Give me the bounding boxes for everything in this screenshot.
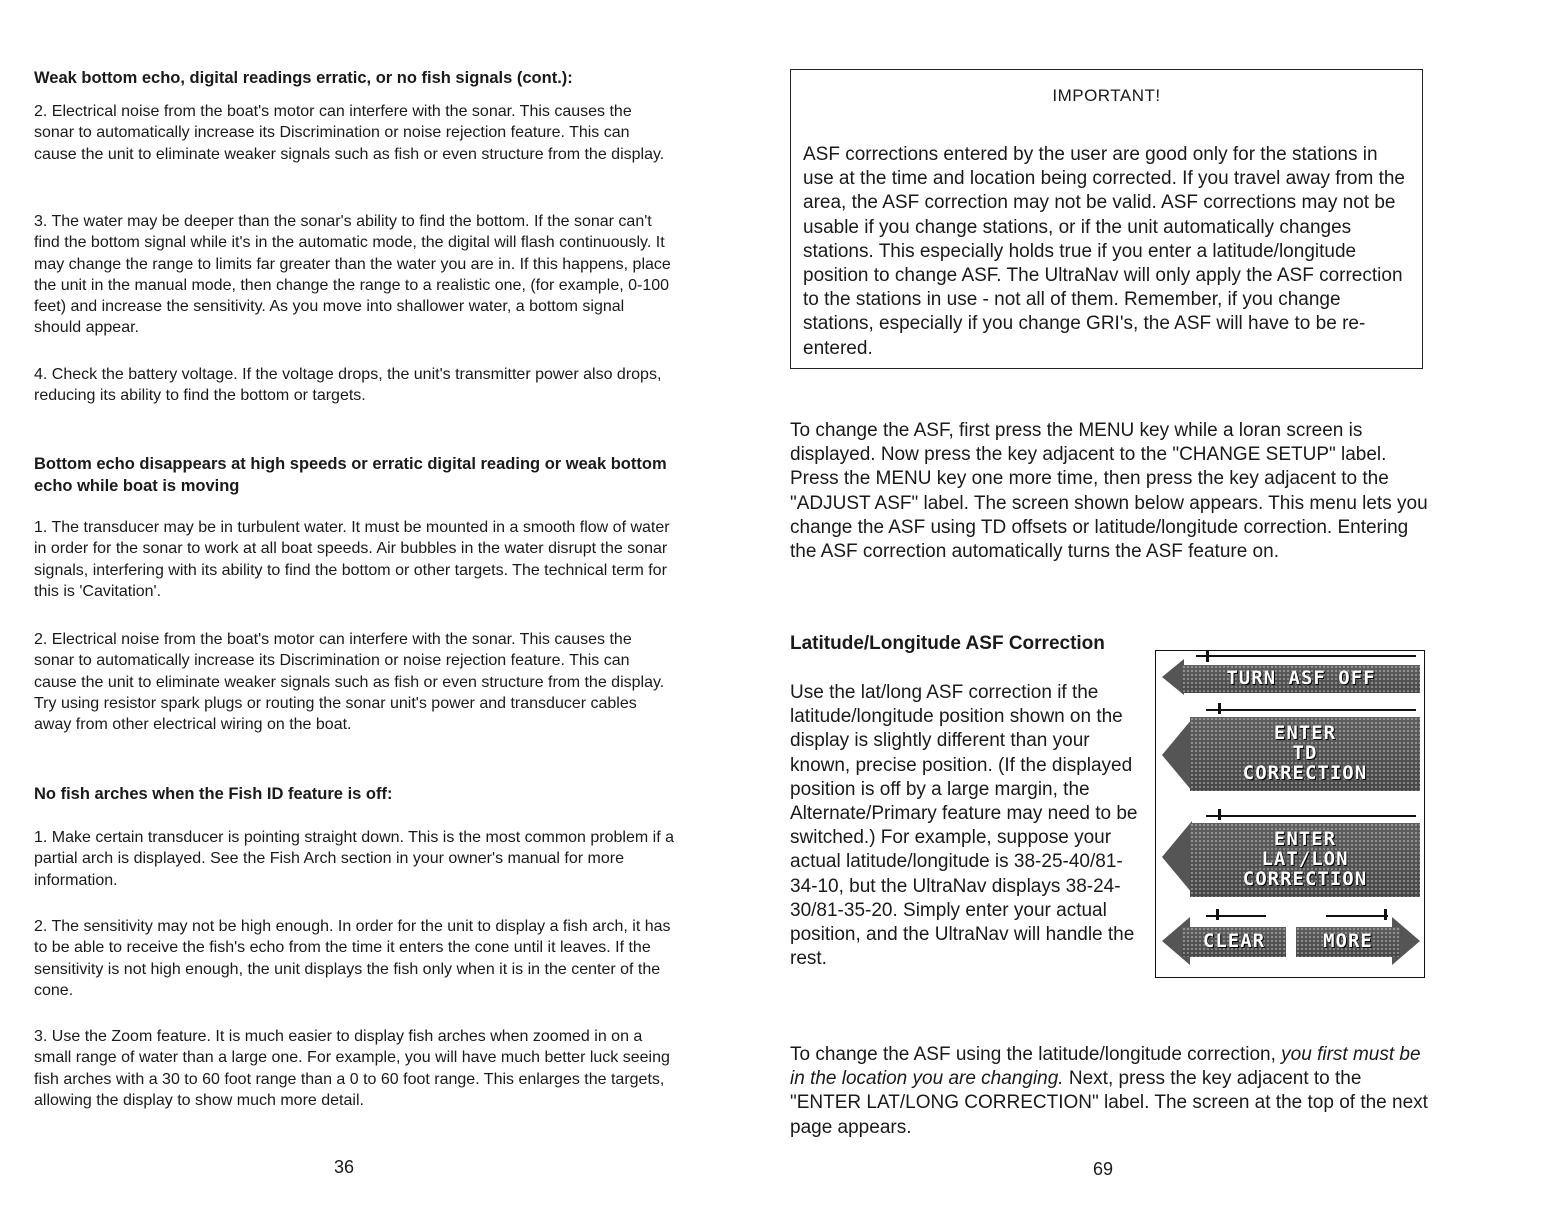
- screen-rule: [1206, 815, 1416, 817]
- clear-label: CLEAR: [1202, 930, 1266, 953]
- enter-td-label-line2: TD: [1292, 742, 1318, 765]
- asf-menu-screen: [1155, 650, 1425, 978]
- section-heading-weak-bottom-echo: Weak bottom echo, digital readings erratic, or no fish signals (cont.):: [34, 69, 573, 87]
- important-notice-box: [790, 69, 1423, 369]
- paragraph-zoom-feature: 3. Use the Zoom feature. It is much easier to display fish arches when zoomed in on a small range of water than a large one. For example, you will have much better luck seeing fish arches with a 30 to 60 foot range than a 0 to 60 foot range. This enlarges the targets, allowing the display to show much more detail.: [34, 1028, 670, 1109]
- paragraph-latlong-correction: Use the lat/long ASF correction if the latitude/longitude position shown on the display is slightly different than your known, precise position. (If the displayed position is off by a large margin, the Alternate/Primary feature may need to be switched.) For example, suppose your actual latitude/longitude is 38-25-40/81-34-10, but the UltraNav displays 38-24-30/81-35-20. Simply enter your actual position, and the UltraNav will handle the rest.: [790, 682, 1138, 970]
- enter-td-label-line1: ENTER: [1273, 722, 1337, 745]
- screen-rule-tick: [1384, 909, 1387, 920]
- paragraph-turbulent-water: 1. The transducer may be in turbulent water. It must be mounted in a smooth flow of water in order for the sonar to work at all boat speeds. Air bubbles in the water disrupt the sonar signals, interfering with its ability to find the bottom or other targets. The technical term for this is 'Cavitation'.: [34, 519, 670, 600]
- enter-td-correction-button[interactable]: [1190, 717, 1420, 791]
- latlong-heading: Latitude/Longitude ASF Correction: [790, 633, 1105, 654]
- important-title: IMPORTANT!: [1052, 86, 1161, 105]
- screen-rule-tick: [1216, 909, 1219, 920]
- closing-text-start: To change the ASF using the latitude/longitude correction,: [790, 1044, 1282, 1065]
- enter-latlon-label-line3: CORRECTION: [1242, 867, 1368, 890]
- paragraph-closing: [790, 1043, 1430, 1140]
- enter-td-label-line3: CORRECTION: [1242, 761, 1368, 784]
- screen-rule-tick: [1218, 703, 1221, 714]
- left-page: [0, 0, 760, 1222]
- paragraph-water-deeper: 3. The water may be deeper than the sonar's ability to find the bottom. If the sonar can't find the bottom signal while it's in the automatic mode, the digital will flash continuously. It may change the range to limits far greater than the water you are in. If this happens, place the unit in the manual mode, then change the range to a realistic one, (for example, 0-100 feet) and increase the sensitivity. As you move into shallower water, a bottom signal should appear.: [34, 213, 671, 337]
- screen-rule: [1196, 655, 1416, 657]
- arrow-left-icon: [1162, 659, 1184, 695]
- clear-button[interactable]: [1182, 927, 1286, 957]
- turn-asf-off-label: TURN ASF OFF: [1226, 667, 1376, 690]
- section-heading-no-fish-arches: No fish arches when the Fish ID feature is off:: [34, 785, 393, 803]
- enter-latlon-label-line2: LAT/LON: [1261, 848, 1349, 871]
- enter-latlon-label-line1: ENTER: [1273, 828, 1337, 851]
- more-label: MORE: [1323, 930, 1373, 953]
- paragraph-electrical-noise: 2. Electrical noise from the boat's motor can interfere with the sonar. This causes the sonar to automatically increase its Discrimination or noise rejection feature. This can cause the unit to eliminate weaker signals such as fish or even structure from the display.: [34, 103, 665, 163]
- paragraph-sensitivity: 2. The sensitivity may not be high enough. In order for the unit to display a fish arch, it has to be able to receive the fish's echo from the time it enters the cone until it leaves. If the sensitivity is not high enough, the unit displays the fish only when it is in the center of the cone.: [34, 918, 671, 999]
- paragraph-change-asf-intro: To change the ASF, first press the MENU key while a loran screen is displayed. Now press the key adjacent to the "CHANGE SETUP" label. Press the MENU key one more time, then press the key adjacent to the "ADJUST ASF" label. The screen shown below appears. This menu lets you change the ASF using TD offsets or latitude/longitude correction. Entering the ASF correction automatically turns the ASF feature on.: [790, 420, 1428, 563]
- more-button[interactable]: [1296, 927, 1400, 957]
- screen-rule: [1206, 709, 1416, 711]
- section-heading-high-speeds: Bottom echo disappears at high speeds or erratic digital reading or weak bottom echo while boat is moving: [34, 455, 667, 495]
- screen-rule-tick: [1206, 651, 1209, 662]
- important-body: ASF corrections entered by the user are good only for the stations in use at the time and location being corrected. If you travel away from the area, the ASF correction may not be valid. ASF corrections may not be usable if you change stations, or if the unit automatically changes stations. This especially holds true if you enter a latitude/longitude position to change ASF. The UltraNav will only apply the ASF correction to the stations in use - not all of them. Remember, if you change stations, especially if you change GRI's, the ASF will have to be re-entered.: [803, 144, 1405, 359]
- paragraph-battery-voltage: 4. Check the battery voltage. If the voltage drops, the unit's transmitter power also drops, reducing its ability to find the bottom or targets.: [34, 366, 662, 405]
- page-number-left: 36: [334, 1157, 355, 1177]
- paragraph-transducer-pointing: 1. Make certain transducer is pointing straight down. This is the most common problem if a partial arch is displayed. See the Fish Arch section in your owner's manual for more information.: [34, 829, 674, 889]
- closing-text-italic: you first must be in the location you are changing.: [790, 1044, 1421, 1090]
- paragraph-electrical-noise-2: 2. Electrical noise from the boat's motor can interfere with the sonar. This causes the sonar to automatically increase its Discrimination or noise rejection feature. This can cause the unit to eliminate weaker signals such as fish or even structure from the display. Try using resistor spark plugs or routing the sonar unit's power and transducer cables away from other electrical wiring on the boat.: [34, 631, 665, 734]
- arrow-left-icon: [1162, 821, 1192, 893]
- turn-asf-off-button[interactable]: [1182, 665, 1420, 693]
- screen-rule: [1326, 915, 1388, 917]
- closing-text-end: Next, press the key adjacent to the "ENTER LAT/LONG CORRECTION" label. The screen at the top of the next page appears.: [790, 1068, 1428, 1138]
- screen-rule-tick: [1218, 809, 1221, 820]
- page-number-right: 69: [1093, 1159, 1114, 1179]
- enter-latlon-correction-button[interactable]: [1190, 823, 1420, 897]
- screen-rule: [1206, 915, 1266, 917]
- right-page: [760, 0, 1554, 1222]
- arrow-left-icon: [1162, 719, 1192, 791]
